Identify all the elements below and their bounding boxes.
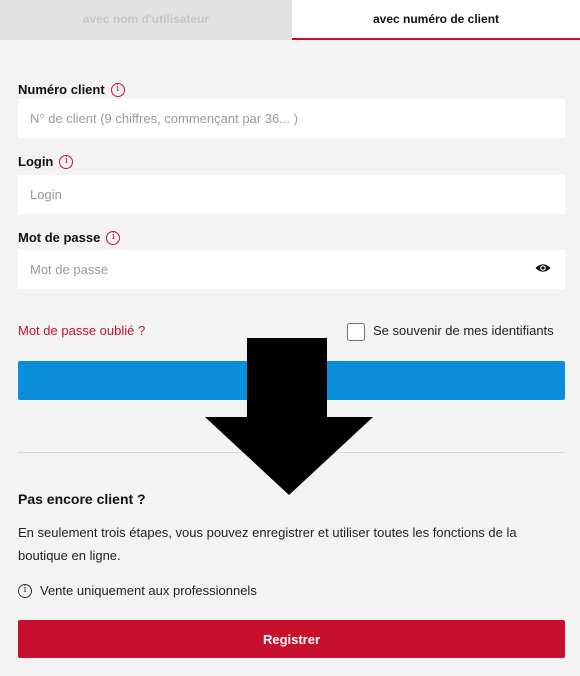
info-icon[interactable]: i bbox=[59, 155, 73, 169]
professional-note bbox=[18, 583, 257, 598]
info-icon: i bbox=[18, 584, 32, 598]
forgot-password-link[interactable]: Mot de passe oublié ? bbox=[18, 323, 146, 338]
login-label bbox=[18, 154, 73, 169]
tab-username[interactable]: avec nom d'utilisateur bbox=[0, 0, 292, 40]
login-input[interactable] bbox=[18, 175, 565, 214]
register-description: En seulement trois étapes, vous pouvez enregistrer et utiliser toutes les fonctions de la boutique en ligne. bbox=[18, 525, 517, 563]
password-label-text: Mot de passe bbox=[18, 230, 101, 245]
info-icon[interactable]: i bbox=[111, 83, 125, 97]
login-method-tabs bbox=[0, 0, 580, 40]
down-arrow-icon bbox=[205, 338, 373, 495]
client-number-input[interactable] bbox=[18, 99, 565, 138]
client-number-label-text: Numéro client bbox=[18, 82, 105, 97]
professional-note-text: Vente uniquement aux professionnels bbox=[40, 583, 257, 598]
eye-icon[interactable] bbox=[535, 262, 551, 274]
register-button[interactable]: Registrer bbox=[18, 620, 565, 658]
client-number-label bbox=[18, 82, 125, 97]
remember-me-label[interactable]: Se souvenir de mes identifiants bbox=[373, 323, 554, 338]
password-input[interactable] bbox=[18, 250, 565, 289]
tab-client-number[interactable]: avec numéro de client bbox=[292, 0, 580, 40]
login-label-text: Login bbox=[18, 154, 54, 169]
register-title: Pas encore client ? bbox=[18, 491, 146, 507]
password-label bbox=[18, 230, 120, 245]
info-icon[interactable]: i bbox=[106, 231, 120, 245]
